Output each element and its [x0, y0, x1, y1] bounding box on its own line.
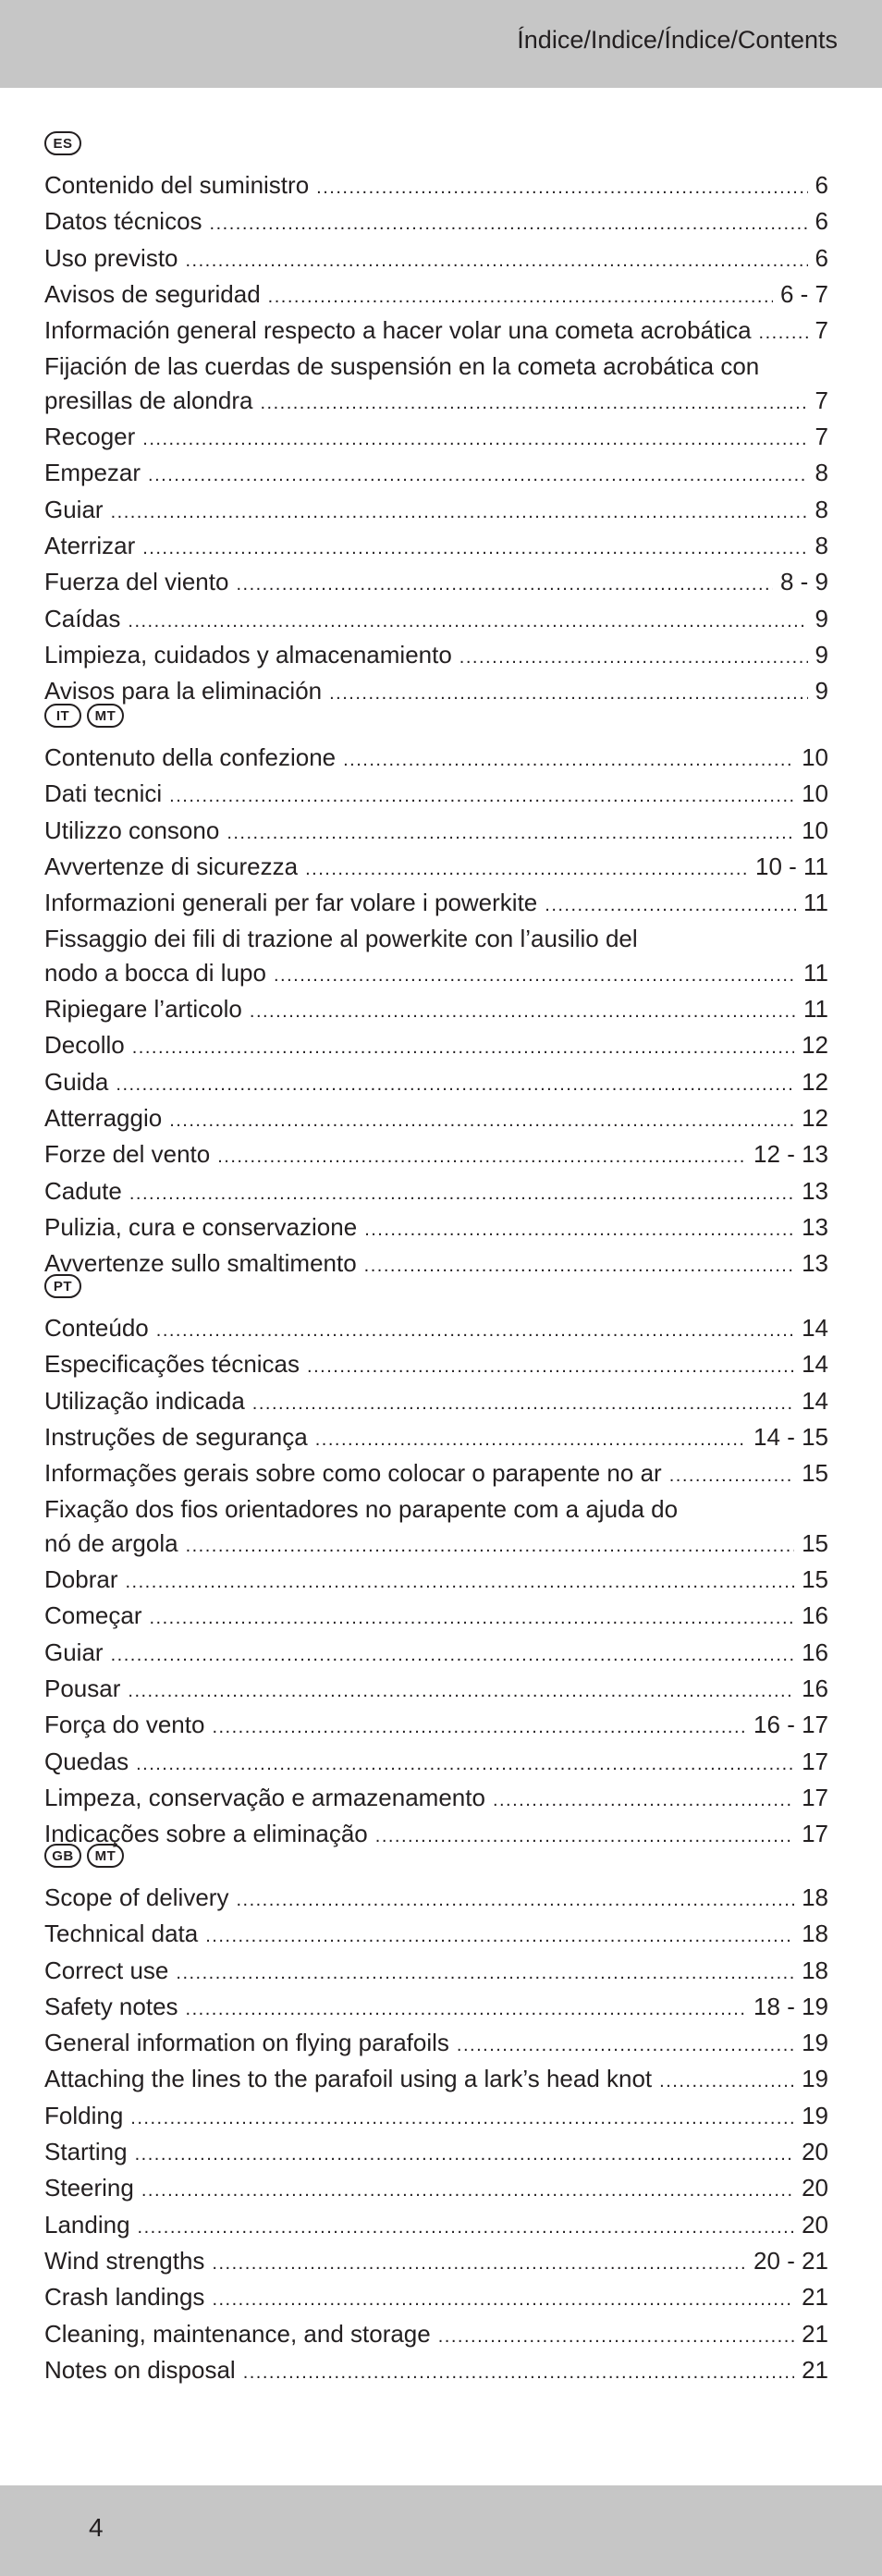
toc-entry [44, 777, 828, 813]
toc-entry [44, 241, 828, 277]
dot-leader [138, 2211, 795, 2244]
toc-entry [44, 741, 828, 777]
dot-leader [186, 244, 808, 277]
dot-leader [236, 568, 773, 601]
toc-entry-title: Safety notes [44, 1992, 178, 2020]
toc-entry-row [44, 1527, 828, 1563]
toc-entry-title: nó de argola [44, 1528, 178, 1557]
toc-entry [44, 204, 828, 240]
toc-entry-title: Steering [44, 2174, 134, 2202]
toc-entry-title: Fuerza del viento [44, 568, 229, 596]
toc-entry [44, 456, 828, 492]
toc-entry-title: Indicações sobre a eliminação [44, 1820, 368, 1848]
toc-entry-row [44, 313, 828, 350]
toc-entry [44, 1881, 828, 1917]
toc-entry-row [44, 1781, 828, 1817]
toc-entry-row [44, 241, 828, 277]
toc-entry-title-line: Fijación de las cuerdas de suspensión en la cometa acrobática con [44, 352, 760, 381]
toc-entry-title: Limpieza, cuidados y almacenamiento [44, 640, 452, 669]
toc-entry-page: 6 [815, 171, 828, 199]
toc-entry [44, 420, 828, 456]
toc-entry [44, 1028, 828, 1064]
toc-entry [44, 814, 828, 850]
toc-entry-title: Correct use [44, 1956, 169, 1984]
dot-leader [212, 1711, 746, 1744]
toc-entry-row [44, 1311, 828, 1347]
toc-entry [44, 850, 828, 886]
dot-leader [217, 1140, 746, 1173]
toc-entry-title: Guiar [44, 495, 104, 523]
language-badges [44, 1270, 828, 1302]
toc-entry [44, 1347, 828, 1383]
dot-leader [148, 459, 807, 492]
dot-leader [659, 2065, 794, 2098]
toc-entry-title: Notes on disposal [44, 2355, 236, 2384]
toc-entry-page: 13 [802, 1176, 828, 1205]
toc-entry-row [44, 1672, 828, 1708]
toc-entry [44, 638, 828, 674]
toc-entry [44, 1708, 828, 1744]
toc-entry-row [44, 2171, 828, 2207]
toc-entry-row [44, 2026, 828, 2062]
toc-entry-page: 13 [802, 1249, 828, 1278]
toc-section-gb-mt [44, 1840, 828, 2389]
toc-entry-title: Informazioni generali per far volare i powerkite [44, 889, 538, 917]
toc-entry-page: 19 [802, 2101, 828, 2129]
toc-entry-row [44, 1028, 828, 1064]
toc-entry-page: 14 [802, 1314, 828, 1342]
toc-entry-title: Folding [44, 2101, 124, 2129]
toc-entry [44, 886, 828, 922]
toc-entry-page: 16 [802, 1601, 828, 1630]
toc-entry-page: 6 - 7 [779, 279, 828, 308]
toc-entry-title: Información general respecto a hacer volar una cometa acrobática [44, 316, 752, 345]
toc-entry-title: Empezar [44, 459, 141, 487]
toc-entry-title: Dati tecnici [44, 779, 163, 808]
dot-leader [142, 532, 807, 565]
dot-leader [141, 2174, 794, 2207]
header-title: Índice/Indice/Índice/Contents [517, 26, 838, 54]
toc-entry-title: Wind strengths [44, 2246, 205, 2275]
toc-entry [44, 168, 828, 204]
dot-leader [135, 2138, 794, 2171]
language-badges [44, 1840, 828, 1871]
toc-entry-page: 8 - 9 [779, 568, 828, 596]
toc-entry-title: Uso previsto [44, 243, 178, 272]
toc-entry-row [44, 2135, 828, 2171]
toc-entry [44, 2062, 828, 2098]
toc-entry-title: Avisos para la eliminación [44, 677, 323, 705]
toc-entry-title: Landing [44, 2210, 130, 2239]
dot-leader [459, 641, 808, 674]
toc-entry [44, 1384, 828, 1420]
toc-entry-title: Conteúdo [44, 1314, 149, 1342]
language-badge: MT [87, 1844, 124, 1868]
toc-entry-page: 7 [815, 423, 828, 451]
dot-leader [210, 207, 808, 240]
dot-leader [227, 816, 794, 850]
toc-entry-row [44, 277, 828, 313]
language-badge: ES [44, 131, 81, 155]
toc-entry-title: Dobrar [44, 1565, 118, 1594]
toc-entry [44, 992, 828, 1028]
toc-entry-row [44, 168, 828, 204]
toc-entry-page: 8 [815, 531, 828, 559]
toc-entry-row [44, 602, 828, 638]
toc-entry-page: 21 [802, 2355, 828, 2384]
toc-entry [44, 1492, 828, 1563]
language-badge: IT [44, 704, 81, 728]
dot-leader [111, 496, 808, 529]
toc-entry-row [44, 1599, 828, 1635]
dot-leader [116, 1068, 794, 1101]
toc-entry-row [44, 1917, 828, 1953]
toc-entry-row [44, 565, 828, 601]
page-number: 4 [89, 2513, 104, 2542]
toc-entry-page: 9 [815, 640, 828, 669]
toc-entry-row [44, 384, 828, 420]
toc-entry-page: 18 [802, 1956, 828, 1984]
dot-leader [169, 1104, 794, 1137]
toc-entry-title: Attaching the lines to the parafoil using a lark’s head knot [44, 2065, 653, 2093]
toc-entry-title: Avvertenze di sicurezza [44, 852, 299, 880]
toc-entry-page: 11 [803, 958, 828, 987]
toc-entry-title: Caídas [44, 604, 121, 632]
toc-entry-page: 14 [802, 1350, 828, 1379]
toc-entry [44, 602, 828, 638]
toc-entry [44, 493, 828, 529]
dot-leader [128, 605, 807, 638]
toc-entry-row [44, 1954, 828, 1990]
toc-entry-title-line: Fissaggio dei fili di trazione al powerkite con l’ausilio del [44, 925, 638, 953]
toc-entry-row [44, 1456, 828, 1492]
dot-leader [243, 2356, 794, 2389]
dot-leader [493, 1784, 794, 1817]
dot-leader [156, 1314, 794, 1347]
dot-leader [307, 1350, 794, 1383]
toc-entry [44, 1065, 828, 1101]
toc-entry-page: 10 [802, 743, 828, 771]
toc-entry [44, 2208, 828, 2244]
toc-entry [44, 1917, 828, 1953]
toc-entry-row [44, 2208, 828, 2244]
toc-entry [44, 922, 828, 992]
dot-leader [252, 1387, 794, 1420]
toc-entry-title: Technical data [44, 1920, 199, 1948]
toc-entry [44, 1745, 828, 1781]
toc-entry [44, 350, 828, 420]
dot-leader [125, 1565, 794, 1599]
toc-entry-page: 9 [815, 604, 828, 632]
toc-entry-page: 14 [802, 1386, 828, 1415]
dot-leader [316, 171, 807, 204]
toc-entry-page: 11 [803, 889, 828, 917]
toc-entry [44, 1210, 828, 1246]
toc-entry-title: Informações gerais sobre como colocar o parapente no ar [44, 1459, 662, 1488]
toc-entry-row [44, 456, 828, 492]
toc-entry-title: Aterrizar [44, 531, 136, 559]
toc-entry [44, 1137, 828, 1173]
toc-entry-page: 21 [802, 2319, 828, 2348]
dot-leader [260, 386, 807, 420]
toc-entry-title: Quedas [44, 1747, 129, 1775]
toc-entry-title: Cadute [44, 1176, 122, 1205]
language-badges [44, 128, 828, 159]
toc-entry [44, 2135, 828, 2171]
toc-entry-title: Guiar [44, 1638, 104, 1666]
toc-entry-title: General information on flying parafoils [44, 2029, 449, 2057]
toc-entry-page: 8 [815, 495, 828, 523]
toc-entry-title: Starting [44, 2138, 128, 2166]
toc-entry-page: 14 - 15 [753, 1422, 828, 1451]
toc-entry-row [44, 956, 828, 992]
toc-entry [44, 277, 828, 313]
dot-leader [274, 959, 796, 992]
dot-leader [305, 853, 748, 886]
toc-entry-page: 9 [815, 677, 828, 705]
toc-entry-title: Avvertenze sullo smaltimento [44, 1249, 357, 1278]
toc-entry-page: 12 [802, 1103, 828, 1132]
dot-leader [129, 1177, 794, 1210]
toc-entry-title: presillas de alondra [44, 386, 253, 414]
toc-entry-row [44, 420, 828, 456]
toc-entry-title: Pulizia, cura e conservazione [44, 1212, 358, 1241]
toc-entry-page: 16 - 17 [753, 1711, 828, 1739]
toc-entry-row [44, 2244, 828, 2280]
dot-leader [250, 995, 796, 1028]
toc-entry-page: 13 [802, 1212, 828, 1241]
toc-entry [44, 565, 828, 601]
toc-entry [44, 1174, 828, 1210]
toc-entry-row [44, 1210, 828, 1246]
dot-leader [111, 1638, 795, 1672]
toc-entry [44, 2280, 828, 2316]
toc-entry-row [44, 2280, 828, 2316]
toc-entry-page: 18 [802, 1883, 828, 1911]
toc-entry-title: Pousar [44, 1674, 121, 1702]
dot-leader [212, 2247, 746, 2280]
toc-entry-title: Começar [44, 1601, 142, 1630]
toc-entry-page: 10 [802, 779, 828, 808]
page-footer [0, 2485, 882, 2576]
toc-entry [44, 529, 828, 565]
toc-entry-row [44, 1174, 828, 1210]
toc-entry-row [44, 529, 828, 565]
dot-leader [268, 280, 773, 313]
toc-entry-row [44, 777, 828, 813]
toc-entry-title: Scope of delivery [44, 1883, 229, 1911]
toc-entry-row [44, 1420, 828, 1456]
toc-entry-title: Força do vento [44, 1711, 205, 1739]
toc-entry-page: 20 [802, 2138, 828, 2166]
language-badges [44, 700, 828, 731]
dot-leader [169, 779, 794, 813]
toc-section-pt [44, 1270, 828, 1853]
toc-entry [44, 2171, 828, 2207]
toc-entry-row [44, 886, 828, 922]
dot-leader [176, 1957, 794, 1990]
toc-entry-title: Guida [44, 1067, 109, 1096]
toc-entry [44, 2244, 828, 2280]
toc-entry-row [44, 1563, 828, 1599]
dot-leader [205, 1920, 794, 1953]
toc-entry [44, 1311, 828, 1347]
toc-entry-row [44, 2099, 828, 2135]
toc-entry-row [44, 992, 828, 1028]
toc-entry-title: Limpeza, conservação e armazenamento [44, 1783, 485, 1811]
dot-leader [669, 1459, 794, 1492]
toc-entry-row [44, 493, 828, 529]
toc-entry-page: 8 [815, 459, 828, 487]
toc-entry-row [44, 1745, 828, 1781]
toc-entry-page: 19 [802, 2065, 828, 2093]
toc-section-es [44, 128, 828, 710]
toc-entry [44, 1599, 828, 1635]
toc-entry-page: 12 [802, 1031, 828, 1060]
toc-entry [44, 1636, 828, 1672]
toc-entry-title-line: Fixação dos fios orientadores no parapente com a ajuda do [44, 1495, 679, 1524]
toc-entry-page: 18 - 19 [753, 1992, 828, 2020]
toc-entry-page: 15 [802, 1565, 828, 1594]
toc-entry-row [44, 850, 828, 886]
toc-entry-row [44, 1347, 828, 1383]
toc-entry-page: 15 [802, 1459, 828, 1488]
toc-entry-page: 19 [802, 2029, 828, 2057]
toc-entry-title: Decollo [44, 1031, 125, 1060]
dot-leader [457, 2029, 794, 2062]
toc-entry-row [44, 1137, 828, 1173]
toc-entry-row [44, 1636, 828, 1672]
dot-leader [364, 1213, 794, 1246]
dot-leader [545, 889, 796, 922]
toc-entry [44, 1563, 828, 1599]
toc-entry-title: Instruções de segurança [44, 1422, 308, 1451]
toc-entry [44, 1420, 828, 1456]
toc-entry-page: 10 - 11 [754, 852, 828, 880]
toc-entry-page: 6 [815, 243, 828, 272]
toc-entry-row [44, 204, 828, 240]
toc-entry-page: 7 [815, 386, 828, 414]
toc-entry-title: Datos técnicos [44, 207, 202, 236]
toc-entry-page: 12 - 13 [753, 1140, 828, 1169]
toc-entry-page: 16 [802, 1638, 828, 1666]
toc-entry-page: 10 [802, 816, 828, 844]
toc-entry-row [44, 2353, 828, 2389]
toc-entry-title: Atterraggio [44, 1103, 163, 1132]
toc-entry-title: Ripiegare l’articolo [44, 995, 242, 1024]
dot-leader [132, 1031, 794, 1064]
toc-entry-page: 15 [802, 1528, 828, 1557]
toc-entry-title: Contenuto della confezione [44, 743, 337, 771]
dot-leader [315, 1423, 746, 1456]
toc-entry-page: 18 [802, 1920, 828, 1948]
toc-entry-row [44, 1881, 828, 1917]
toc-entry [44, 1101, 828, 1137]
toc-entry-title: Especificações técnicas [44, 1350, 300, 1379]
dot-leader [136, 1748, 794, 1781]
dot-leader [236, 1883, 794, 1917]
toc-entry-title: Avisos de seguridad [44, 279, 261, 308]
dot-leader [149, 1601, 794, 1635]
toc-entry-row [44, 1065, 828, 1101]
toc-entry-page: 7 [815, 316, 828, 345]
toc-entry [44, 2026, 828, 2062]
toc-entry-page: 17 [802, 1747, 828, 1775]
dot-leader [186, 1993, 747, 2026]
toc-entry [44, 1456, 828, 1492]
toc-entry-row [44, 2062, 828, 2098]
toc-entry-row [44, 1101, 828, 1137]
toc-entry-page: 12 [802, 1067, 828, 1096]
toc-entry [44, 1990, 828, 2026]
toc-entry-page: 21 [802, 2283, 828, 2312]
page-header [0, 0, 882, 88]
toc-entry-row [44, 741, 828, 777]
toc-entry-page: 11 [803, 995, 828, 1024]
dot-leader [759, 316, 808, 350]
toc-entry [44, 313, 828, 350]
dot-leader [438, 2320, 794, 2353]
toc-entry-page: 20 - 21 [753, 2246, 828, 2275]
toc-entry-row [44, 638, 828, 674]
toc-entry-title: Forze del vento [44, 1140, 211, 1169]
language-badge: GB [44, 1844, 81, 1868]
dot-leader [186, 1529, 795, 1563]
toc-entry [44, 1781, 828, 1817]
toc-entry-title: nodo a bocca di lupo [44, 958, 266, 987]
dot-leader [130, 2102, 794, 2135]
toc-entry-page: 17 [802, 1820, 828, 1848]
dot-leader [142, 423, 807, 456]
toc-entry-page: 6 [815, 207, 828, 236]
toc-entry-title: Contenido del suministro [44, 171, 310, 199]
toc-entry [44, 1954, 828, 1990]
toc-entry-title: Crash landings [44, 2283, 205, 2312]
toc-entry [44, 2353, 828, 2389]
toc-entry-row [44, 1990, 828, 2026]
toc-entry-row [44, 814, 828, 850]
toc-entry-title: Utilizzo consono [44, 816, 220, 844]
language-badge: PT [44, 1274, 81, 1298]
toc-entry [44, 1672, 828, 1708]
dot-leader [343, 743, 794, 777]
toc-entry-row [44, 1384, 828, 1420]
toc-entry-row [44, 1708, 828, 1744]
toc-entry [44, 2099, 828, 2135]
toc-entry-title: Recoger [44, 423, 136, 451]
toc-entry-page: 16 [802, 1674, 828, 1702]
toc-entry-page: 17 [802, 1783, 828, 1811]
language-badge: MT [87, 704, 124, 728]
toc-entry-page: 20 [802, 2210, 828, 2239]
dot-leader [128, 1674, 794, 1708]
toc-entry [44, 2317, 828, 2353]
dot-leader [212, 2283, 794, 2316]
toc-entry-row [44, 2317, 828, 2353]
toc-entry-title: Utilização indicada [44, 1386, 245, 1415]
toc-entry-page: 20 [802, 2174, 828, 2202]
toc-section-it-mt [44, 700, 828, 1282]
toc-entry-title: Cleaning, maintenance, and storage [44, 2319, 431, 2348]
